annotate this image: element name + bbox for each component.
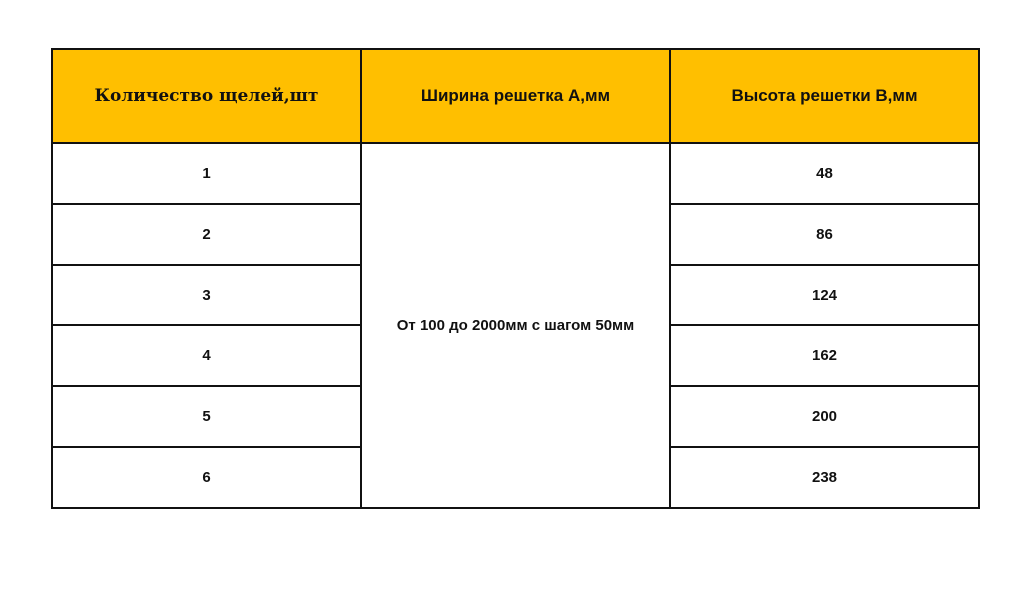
height-cell: 162 [670,325,979,386]
height-cell: 124 [670,265,979,326]
height-cell: 86 [670,204,979,265]
height-cell: 48 [670,143,979,204]
table-row [52,143,979,204]
slot-count-cell: 4 [52,325,361,386]
height-cell: 200 [670,386,979,447]
slot-count-cell: 1 [52,143,361,204]
width-range-cell [361,143,670,508]
header-row [52,49,979,143]
slot-count-cell: 6 [52,447,361,508]
width-range-text: От 100 до 2000мм с шагом 50мм [396,317,635,334]
header-height-b: Высота решетки В,мм [670,49,979,143]
slot-count-cell: 3 [52,265,361,326]
slot-count-cell: 5 [52,386,361,447]
slot-count-cell: 2 [52,204,361,265]
header-width-a: Ширина решетка А,мм [361,49,670,143]
header-slot-count: Количество щелей,шт [52,49,361,143]
height-cell: 238 [670,447,979,508]
grille-size-table [51,48,980,509]
